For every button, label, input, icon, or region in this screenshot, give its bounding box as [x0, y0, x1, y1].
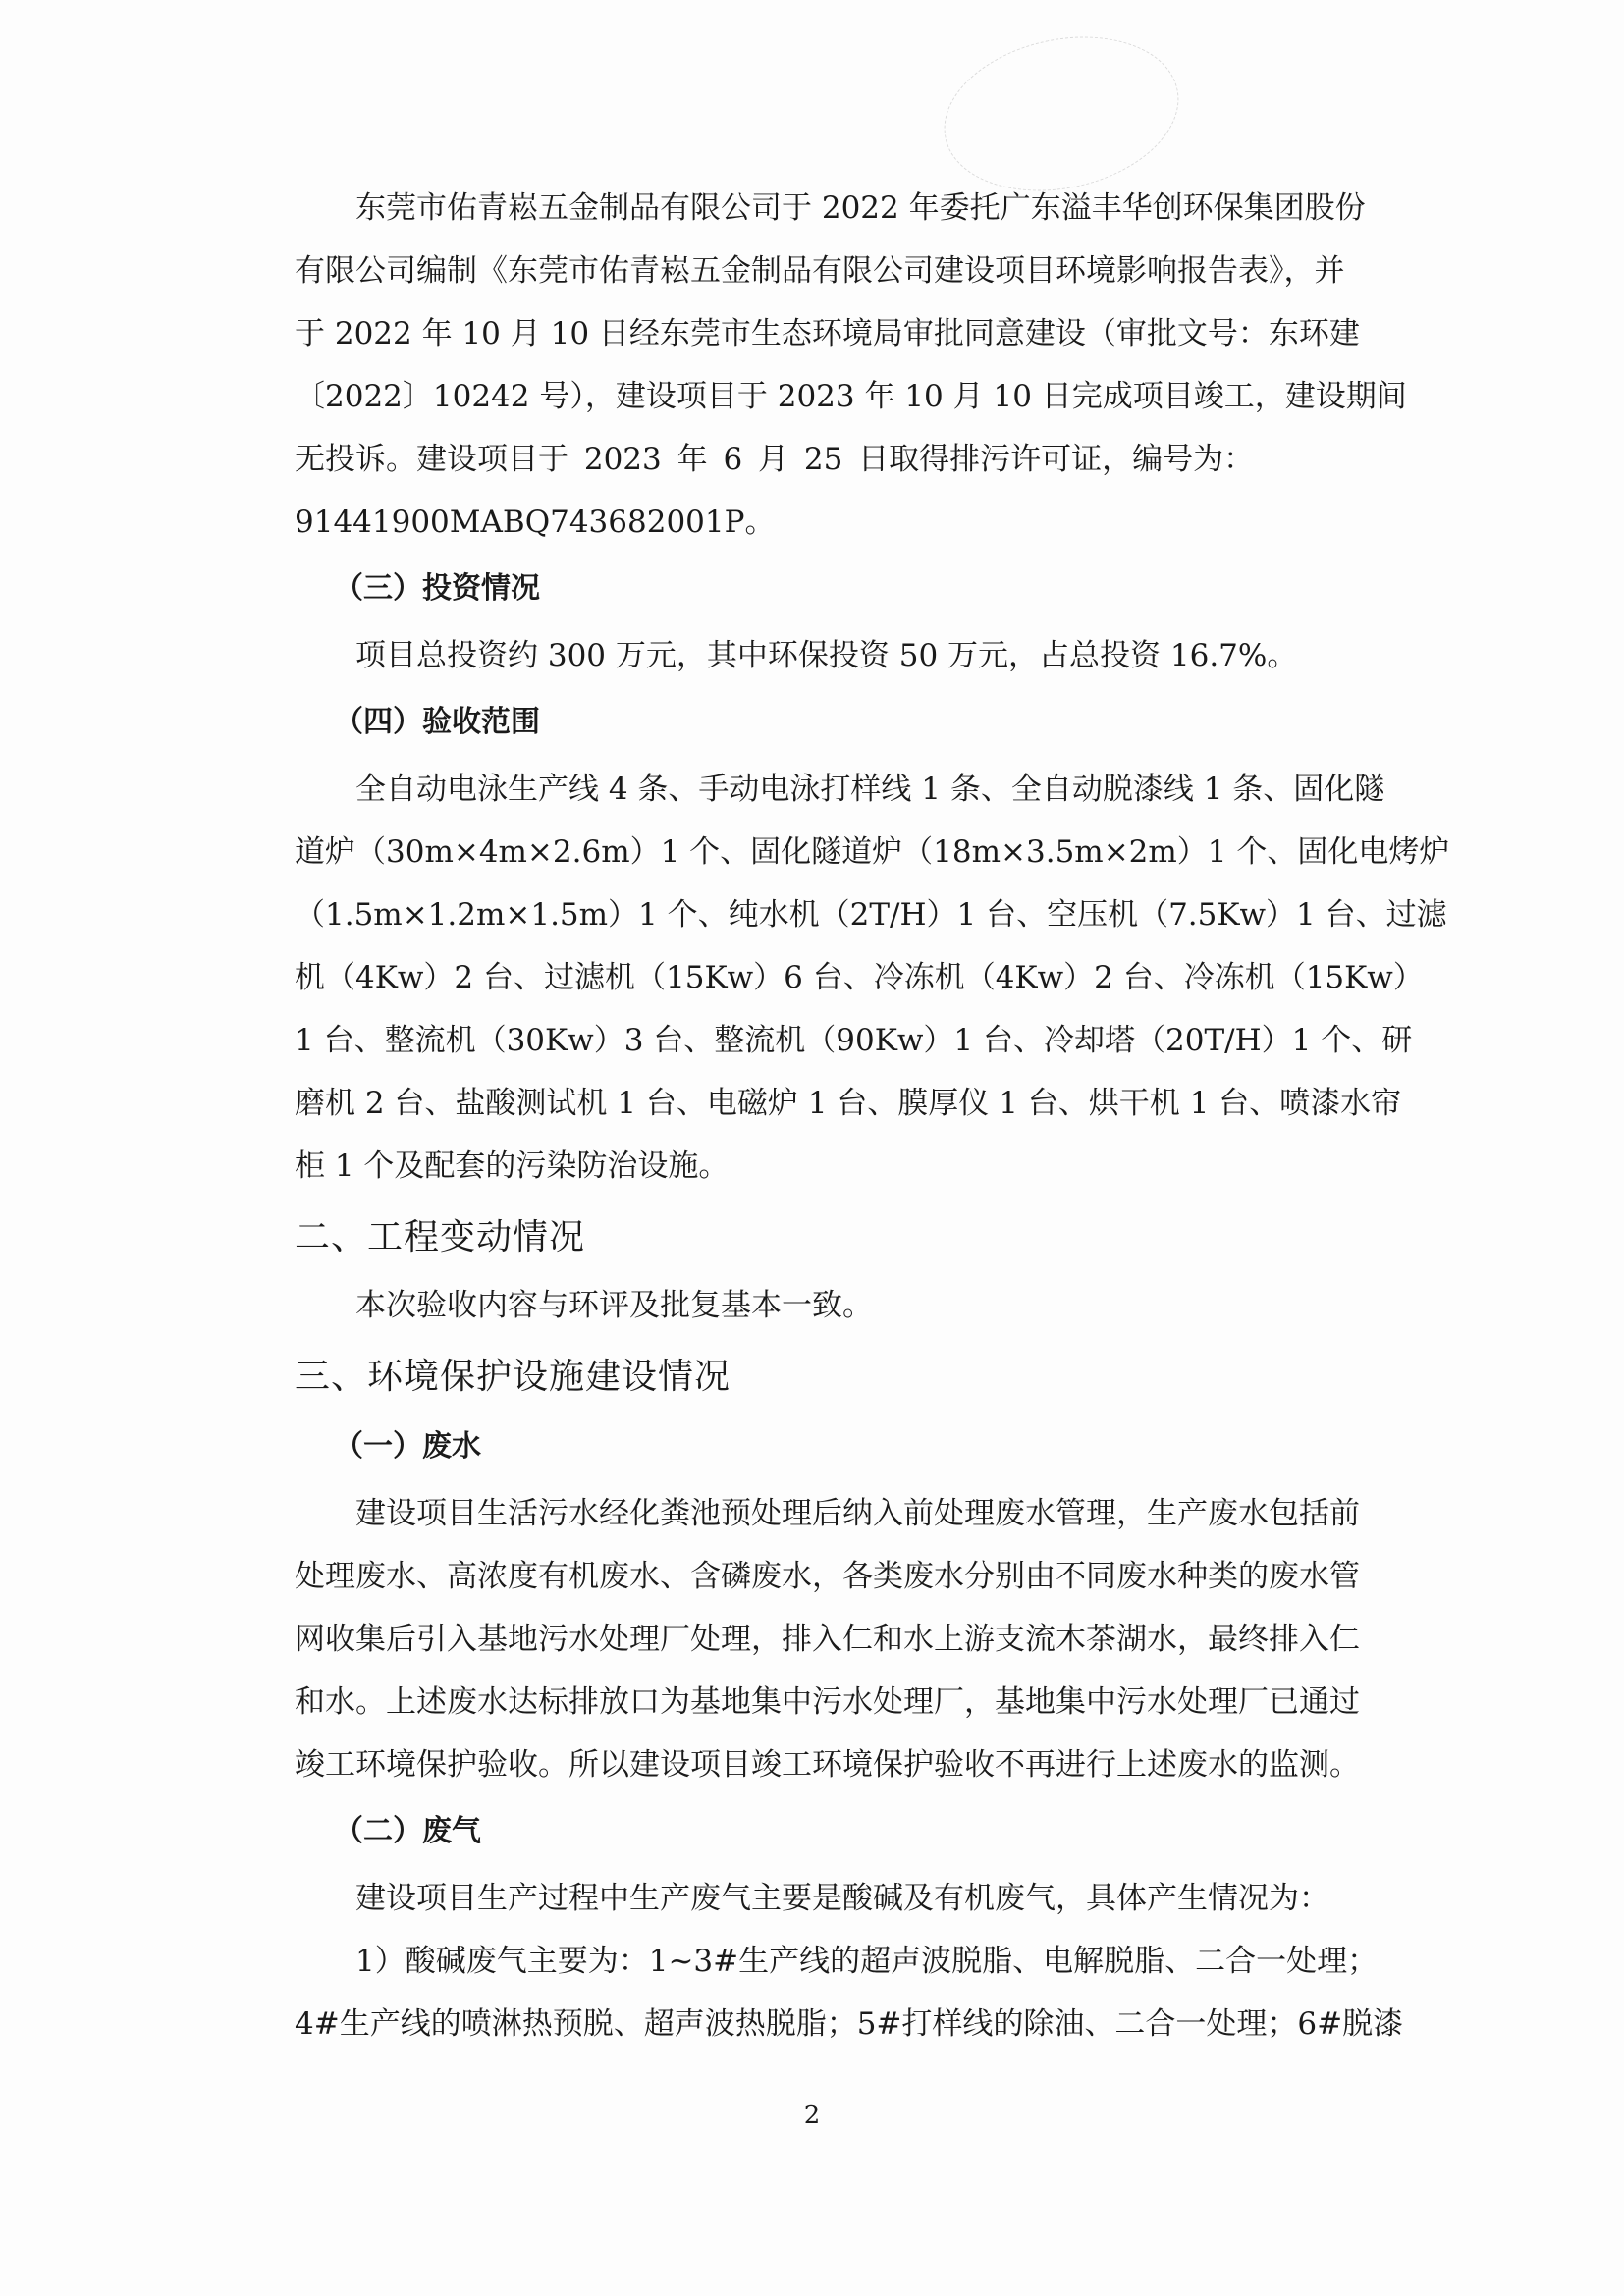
text-line: 东莞市佑青崧五金制品有限公司于 2022 年委托广东溢丰华创环保集团股份 [355, 190, 1366, 226]
section-heading-scope: （四）验收范围 [334, 705, 540, 739]
text-line: 竣工环境保护验收。所以建设项目竣工环境保护验收不再进行上述废水的监测。 [295, 1747, 1360, 1783]
investment-text: 项目总投资约 300 万元，其中环保投资 50 万元，占总投资 16.7%。 [355, 638, 1298, 673]
text-line: 〔2022〕10242 号），建设项目于 2023 年 10 月 10 日完成项目竣工，建设期间 [295, 379, 1407, 414]
page-number: 2 [803, 2101, 821, 2130]
text-line: 4#生产线的喷淋热预脱、超声波热脱脂；5#打样线的除油、二合一处理；6#脱漆 [295, 2006, 1404, 2042]
intro-paragraph [295, 177, 1424, 554]
scope-paragraph [295, 758, 1450, 1198]
section-heading-investment: （三）投资情况 [334, 571, 540, 606]
text-line: 处理废水、高浓度有机废水、含磷废水，各类废水分别由不同废水种类的废水管 [295, 1559, 1360, 1594]
section-heading-wastewater: （一）废水 [334, 1429, 481, 1464]
text-line: 1）酸碱废气主要为：1~3#生产线的超声波脱脂、电解脱脂、二合一处理； [355, 1944, 1379, 1979]
text-line: （1.5m×1.2m×1.5m）1 个、纯水机（2T/H）1 台、空压机（7.5Kw）1 台、过滤 [295, 897, 1447, 933]
text-line: 于 2022 年 10 月 10 日经东莞市生态环境局审批同意建设（审批文号：东环建 [295, 316, 1360, 351]
wastewater-paragraph [295, 1482, 1424, 1796]
text-line: 和水。上述废水达标排放口为基地集中污水处理厂，基地集中污水处理厂已通过 [295, 1684, 1360, 1720]
text-line: 有限公司编制《东莞市佑青崧五金制品有限公司建设项目环境影响报告表》，并 [295, 253, 1345, 289]
text-line: 全自动电泳生产线 4 条、手动电泳打样线 1 条、全自动脱漆线 1 条、固化隧 [355, 772, 1385, 807]
chapter-heading-facilities: 三、环境保护设施建设情况 [295, 1357, 731, 1397]
text-line: 无投诉。建设项目于 2023 年 6 月 25 日取得排污许可证，编号为： [295, 442, 1255, 477]
text-line: 磨机 2 台、盐酸测试机 1 台、电磁炉 1 台、膜厚仪 1 台、烘干机 1 台、喷漆水帘 [295, 1086, 1402, 1121]
text-line: 91441900MABQ743682001P。 [295, 505, 776, 540]
section-heading-waste-gas: （二）废气 [334, 1814, 481, 1848]
chapter-heading-changes: 二、工程变动情况 [295, 1217, 586, 1257]
waste-gas-intro: 建设项目生产过程中生产废气主要是酸碱及有机废气，具体产生情况为： [355, 1881, 1329, 1916]
text-line: 柜 1 个及配套的污染防治设施。 [295, 1148, 730, 1184]
changes-text: 本次验收内容与环评及批复基本一致。 [355, 1288, 873, 1323]
text-line: 1 台、整流机（30Kw）3 台、整流机（90Kw）1 台、冷却塔（20T/H）1 个、研 [295, 1023, 1413, 1058]
text-line: 建设项目生活污水经化粪池预处理后纳入前处理废水管理，生产废水包括前 [355, 1496, 1360, 1531]
document-body [295, 177, 1450, 2056]
text-line: 道炉（30m×4m×2.6m）1 个、固化隧道炉（18m×3.5m×2m）1 个、固化电烤炉 [295, 834, 1450, 870]
text-line: 机（4Kw）2 台、过滤机（15Kw）6 台、冷冻机（4Kw）2 台、冷冻机（15Kw） [295, 960, 1424, 995]
text-line: 网收集后引入基地污水处理厂处理，排入仁和水上游支流木茶湖水，最终排入仁 [295, 1622, 1360, 1657]
